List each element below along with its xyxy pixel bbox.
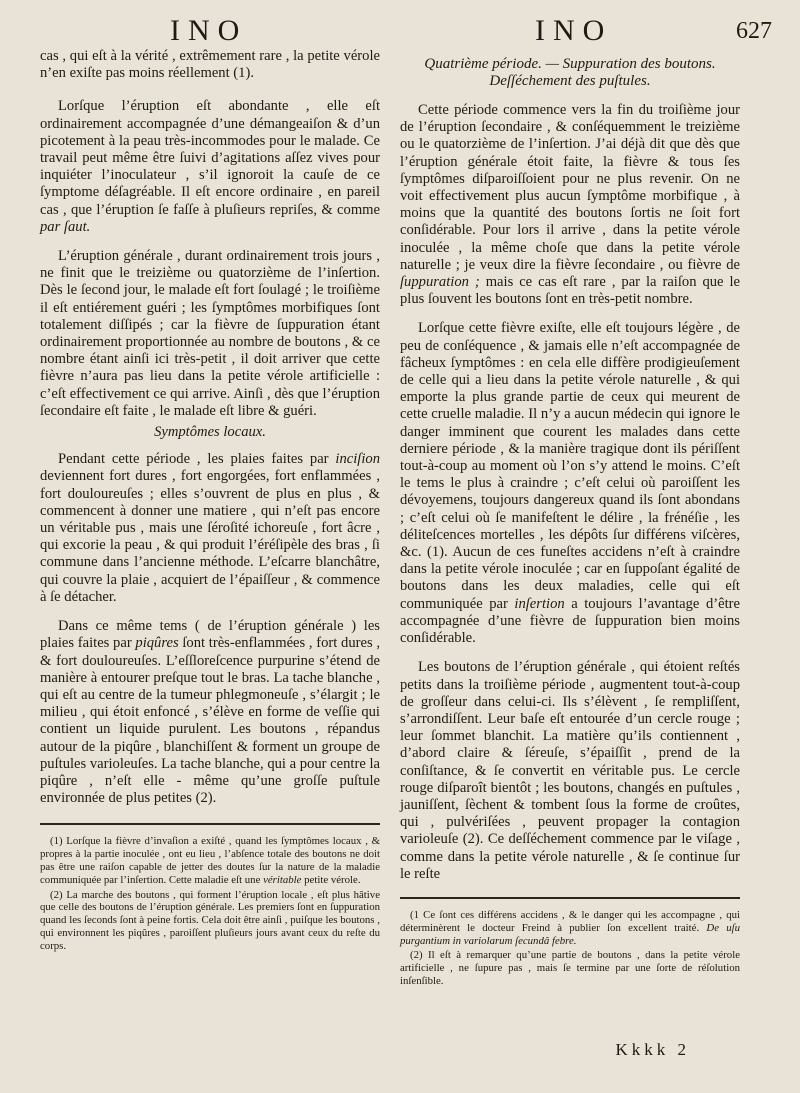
italic-word: piqûres [135, 635, 179, 652]
footnote-divider [400, 897, 740, 899]
paragraph-text: Lorſque l’éruption eſt abondante , elle eſt ordinairement accompagnée d’une démangeaiſon & d’un picotement à la peau très-incommodes pour le malade. Ce travail peut même être ſuivi d’agitations aſſez vives pour inquiéter l’inoculateur , s’il ignoroit la cauſe de ce ſymptome déſagréable. Il eſt encore ordinaire , en pareil cas , que l’éruption ſe faſſe à pluſieurs repriſes, & comme [40, 98, 380, 218]
italic-phrase: De uſu purgantium in variolarum ſecundâ febre. [400, 921, 741, 947]
section-heading [400, 56, 740, 90]
heading-line: Deſſéchement des puſtules. [489, 73, 651, 89]
footnote: (2) Il eſt à remarquer qu’une partie de boutons , dans la petite vérole artificielle , ne ſupure pas , mais ſe termine par une ſorte de réſolution inſenſible. [400, 949, 740, 987]
italic-word: véritable [263, 873, 302, 886]
left-column [40, 48, 380, 955]
paragraph-text: Pendant cette période , les plaies faites par [58, 451, 329, 468]
paragraph-text: a toujours l’avantage d’être accompagnée d’une fièvre de ſuppuration bien moins conſidérable. [400, 595, 740, 647]
paragraph-text: Dans ce même tems ( de l’éruption générale ) les plaies faites par [40, 618, 380, 652]
italic-word: inſertion [514, 595, 565, 612]
paragraph-text: Cette période commence vers la fin du troiſième jour de l’éruption ſecondaire , & conſéquemment le treizième ou le quatorzième de l’inſertion. J’ai déjà dit que dès que l’éruption générale étoit faite, la fièvre & tous ſes ſymptômes diſparoiſſoient pour ne plus revenir. On ne voit effectivement plus aucun ſymptôme morbifique , à moins que la quantité des boutons ſortis ne ſoit fort conſidérable. Pour lors il arrive , dans la petite vérole inoculée , la même choſe que dans la petite vérole naturelle ; je veux dire la fièvre ſecondaire , ou fièvre de [400, 102, 740, 273]
italic-word: inciſion [335, 451, 380, 468]
header-word-left: INO [170, 14, 248, 47]
footnote-text: petite vérole. [304, 873, 361, 886]
header-word-right: INO [535, 14, 613, 47]
footnote-divider [40, 823, 380, 825]
signature-mark: Kkkk 2 [615, 1040, 690, 1059]
paragraph-text: ſont très-enflammées , fort dures , & fort douloureuſes. L’eſſloreſcence purpurine s’étend de manière à entourer preſque tout le bras. La tache blanche , qui eſt au centre de la tumeur phlegmoneuſe , s’élargit ; le milieu , qui étoit enfoncé , s’élève en forme de veſſie qui contient un liquide purulent. Les boutons , répandus autour de la piqûre , blanchiſſent & forment un groupe de puſtules varioleuſes. La tache blanche, qui a pour centre la piqûre , n’eſt elle - même qu’une groſſe puſtule environnée de plus petites (2). [40, 635, 381, 807]
footnote-text: (1) Lorſque la fièvre d’invaſion a exiſté , quand les ſymptômes locaux , & propres à la partie inoculée , ont eu lieu , l’abſence totale des boutons ne doit pas être une raiſon capable de jetter des doutes ſur la nature de la maladie communiquée par l’inſertion. Cette maladie eſt une [40, 835, 380, 886]
running-header [0, 14, 800, 48]
section-heading: Symptômes locaux. [154, 424, 266, 441]
footnote: (2) La marche des boutons , qui forment l’éruption locale , eſt plus hâtive que celle des boutons de l’éruption générale. Les premiers ſont en ſuppuration quand les ſeconds ſont à peine fortis. Cela doit être ainſi , puiſque les boutons , qui environnent les piqûres , paroiſſent pluſieurs jours avant ceux du reſte du corps. [40, 888, 380, 952]
page-number: 627 [736, 18, 772, 44]
italic-phrase: par ſaut. [40, 218, 91, 235]
right-column [400, 48, 740, 990]
paragraph: Les boutons de l’éruption générale , qui étoient reſtés petits dans la troiſième période , augmentent tout-à-coup de groſſeur dans celui-ci. Ils s’élèvent , ſe rempliſſent, s’arrondiſſent. Leur baſe eſt entourée d’un cercle rouge ; leur ſommet blanchit. La matière qu’ils contiennent , d’abord claire & ſéreuſe, s’épaiſſit , prend de la conſiſtance, & ſe convertit en véritable pus. Le cercle rouge diſparoît bientôt ; les boutons, changés en puſtules , jauniſſent, ſèchent & tombent ſous la forme de croûtes, qui , pulvériſées , peuvent propager la contagion varioleuſe (2). Ce deſſéchement commence par le viſage , comme dans la petite vérole naturelle , & ſe continue ſur le reſte [400, 659, 740, 882]
footnote [40, 835, 380, 886]
heading-line: Quatrième période. — Suppuration des boutons. [424, 56, 716, 72]
footnote-text: (1 Ce ſont ces différens accidens , & le danger qui les accompagne , qui déterminèrent le docteur Freind à publier ſon excellent traité. [400, 908, 740, 934]
paragraph-text: Lorſque cette fièvre exiſte, elle eſt toujours légère , de peu de conſéquence , & jamais elle n’eſt accompagnée de fâcheux ſymptômes : en cela elle diffère prodigieuſement de celle qui a lieu dans la petite vérole naturelle , & qui emporte la plus grande partie de ceux qui meurent de cette cruelle maladie. Il n’y a aucun médecin qui ignore le danger imminent que courent les malades dans cette derniere période , & la manière tragique dont ils périſſent tout-à-coup au moment où l’on s’y attend le moins. C’eſt le tems le plus à craindre ; c’eſt celui où paroiſſent les dévoyemens, toujours dangereux quand ils ſont abondans ; c’eſt celui où ſe manifeſtent le délire , la frénéſie , les déliteſcences mortelles , les dépôts ſur différens viſcères, &c. (1). Aucun de ces funeſtes accidens n’eſt à craindre dans la petite vérole inoculée ; car en ſuppoſant égalité de boutons dans les deux maladies, celle qui eſt communiquée par [400, 320, 740, 612]
paragraph [400, 102, 740, 308]
footnote [400, 909, 740, 947]
paragraph [40, 451, 380, 606]
italic-word: ſuppuration ; [400, 274, 480, 291]
paragraph [40, 98, 380, 236]
paragraph: L’éruption générale , durant ordinairement trois jours , ne finit que le treizième ou quatorzième de l’inſertion. Dès le ſecond jour, le malade eſt fort ſoulagé ; le troiſième il eſt entiérement guéri ; les ſymptômes morbifiques ſont totalement diſſipés ; car la fièvre de ſuppuration étant ordinairement proportionnée au nombre de boutons , & ce nombre étant ainſi ici très-petit , il doit arriver que cette fièvre n’aura pas lieu dans la petite vérole artificielle : c’eſt effectivement ce qui arrive. Ainſi , dès que l’éruption ſecondaire eſt faite , le malade eſt libre & guéri. [40, 248, 380, 419]
paragraph-text: deviennent fort dures , fort engorgées, fort enflammées , fort douloureuſes ; elles s’ouvrent de plus en plus , & commencent à donner une matiere , qui n’eſt pas encore un véritable pus , mais une ſéroſité ichoreuſe , fort âcre , qui excorie la peau , & qui produit l’éréſipèle des bras , ſi commune dans l’ancienne méthode. L’eſcarre blanchâtre, qui couvre la plaie , acquiert de l’épaiſſeur , & commence à ſe détacher. [40, 468, 380, 605]
paragraph: cas , qui eſt à la vérité , extrêmement rare , la petite vérole n’en exiſte pas moins réellement (1). [40, 48, 380, 82]
paragraph [40, 618, 380, 807]
paragraph [400, 320, 740, 647]
paragraph-text: mais ce cas eſt rare , par la raiſon que le plus ſouvent les boutons ſont en très-petit nombre. [400, 274, 740, 308]
